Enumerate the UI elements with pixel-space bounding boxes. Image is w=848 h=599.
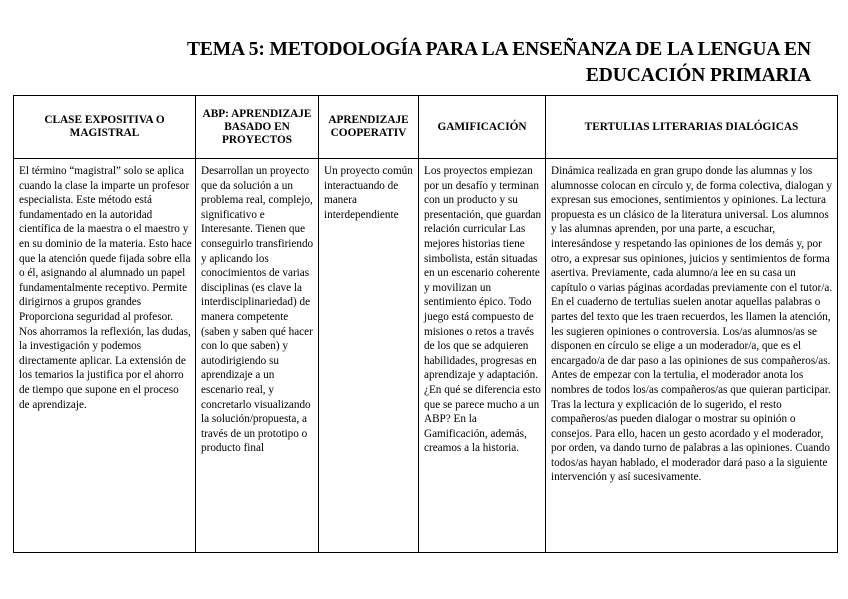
document-title: TEMA 5: METODOLOGÍA PARA LA ENSEÑANZA DE LA LENGUA EN EDUCACIÓN PRIMARIA [186,39,811,86]
text-abp: Desarrollan un proyecto que da solución a un problema real, complejo, significativo e Interesante. Tienen que conseguirlo transfiriendo y aplicando los conocimientos de varias disciplinas (es clave la interdisciplinariedad) de manera competente (saben y saben qué hacer con lo que saben) y autodirigiendo su aprendizaje a un escenario real, y concretarlo visualizando la solución/propuesta, a través de un prototipo o producto final [201,165,314,455]
header-gamificacion: GAMIFICACIÓN [437,120,527,133]
content-cell [546,159,838,553]
content-cell [419,159,546,553]
header-abp: ABP: APRENDIZAJE BASADO EN PROYECTOS [202,107,312,146]
text-gamificacion: Los proyectos empiezan por un desafío y terminan con un producto y su presentación, que guardan relación curricular Las mejores historias tiene simbolista, están situadas en un escenario coherente y movilizan un sentimiento épico. Todo juego está compuesto de misiones o retos a través de los que se adquieren habilidades, progresas en aprendizaje y adaptación. ¿En qué se diferencia esto que se parece mucho a un ABP? En la Gamificación, además, creamos a la historia. [424,165,542,455]
content-cell [196,159,319,553]
content-cell [14,159,196,553]
text-expositiva: El término “magistral” solo se aplica cuando la clase la imparte un profesor especialista. Este método está fundamentado en la autoridad científica de la maestra o el maestro y en su dominio de la materia. Esto hace que la atención quede fijada sobre ella o él, asignando al alumnado un papel fundamentalmente receptivo. Permite dirigirnos a grupos grandes Proporciona seguridad al profesor. Nos ahorramos la reflexión, las dudas, la investigación y podemos directamente aplicar. La extensión de los temarios la justifica por el ahorro de tiempo que supone en el proceso de aprendizaje. [19,165,192,411]
text-cooperativo: Un proyecto común interactuando de manera interdependiente [324,165,413,221]
header-expositiva: CLASE EXPOSITIVA O MAGISTRAL [44,114,165,139]
header-cell [546,96,838,159]
header-cell [196,96,319,159]
header-cell [319,96,419,159]
header-row [14,96,838,159]
header-cell [419,96,546,159]
header-cell [14,96,196,159]
content-cell [319,159,419,553]
text-tertulias: Dinámica realizada en gran grupo donde las alumnas y los alumnosse colocan en círculo y, de forma colectiva, dialogan y expresan sus emociones, sentimientos y opiniones. La lectura propuesta es un clásico de la literatura universal. Los alumnos y las alumnas aprenden, por una parte, a escuchar, interesándose y respetando las opiniones de los demás y, por otro, a expresar sus opiniones, juicios y sentimientos de forma asertiva. Previamente, cada alumno/a lee en su casa un capítulo o varias páginas acordadas previamente con el tutor/a. En el cuaderno de tertulias suelen anotar aquellas palabras o partes del texto que les traen recuerdos, les llamen la atención, les sugieren opiniones o controversia. Los/as alumnos/as se disponen en círculo se elige a un moderador/a, que es el encargado/a de dar paso a las opiniones de sus compañeros/as. Antes de empezar con la tertulia, el moderador anota los nombres de todos los/as compañeros/as que quieran participar. Tras la lectura y explicación de lo sugerido, el resto compañeros/as pueden dialogar o mostrar su opinión o consejos. Para ello, hacen un gesto acordado y el moderador, por orden, va dando turno de palabras a las opiniones. Cuando todos/as hayan hablado, el moderador dará paso a la siguiente intervención y así sucesivamente. [551,165,833,484]
header-cooperativo: APRENDIZAJE COOPERATIV [328,114,409,139]
content-row [14,159,838,553]
header-tertulias: TERTULIAS LITERARIAS DIALÓGICAS [584,120,799,133]
methodology-table [13,95,838,553]
